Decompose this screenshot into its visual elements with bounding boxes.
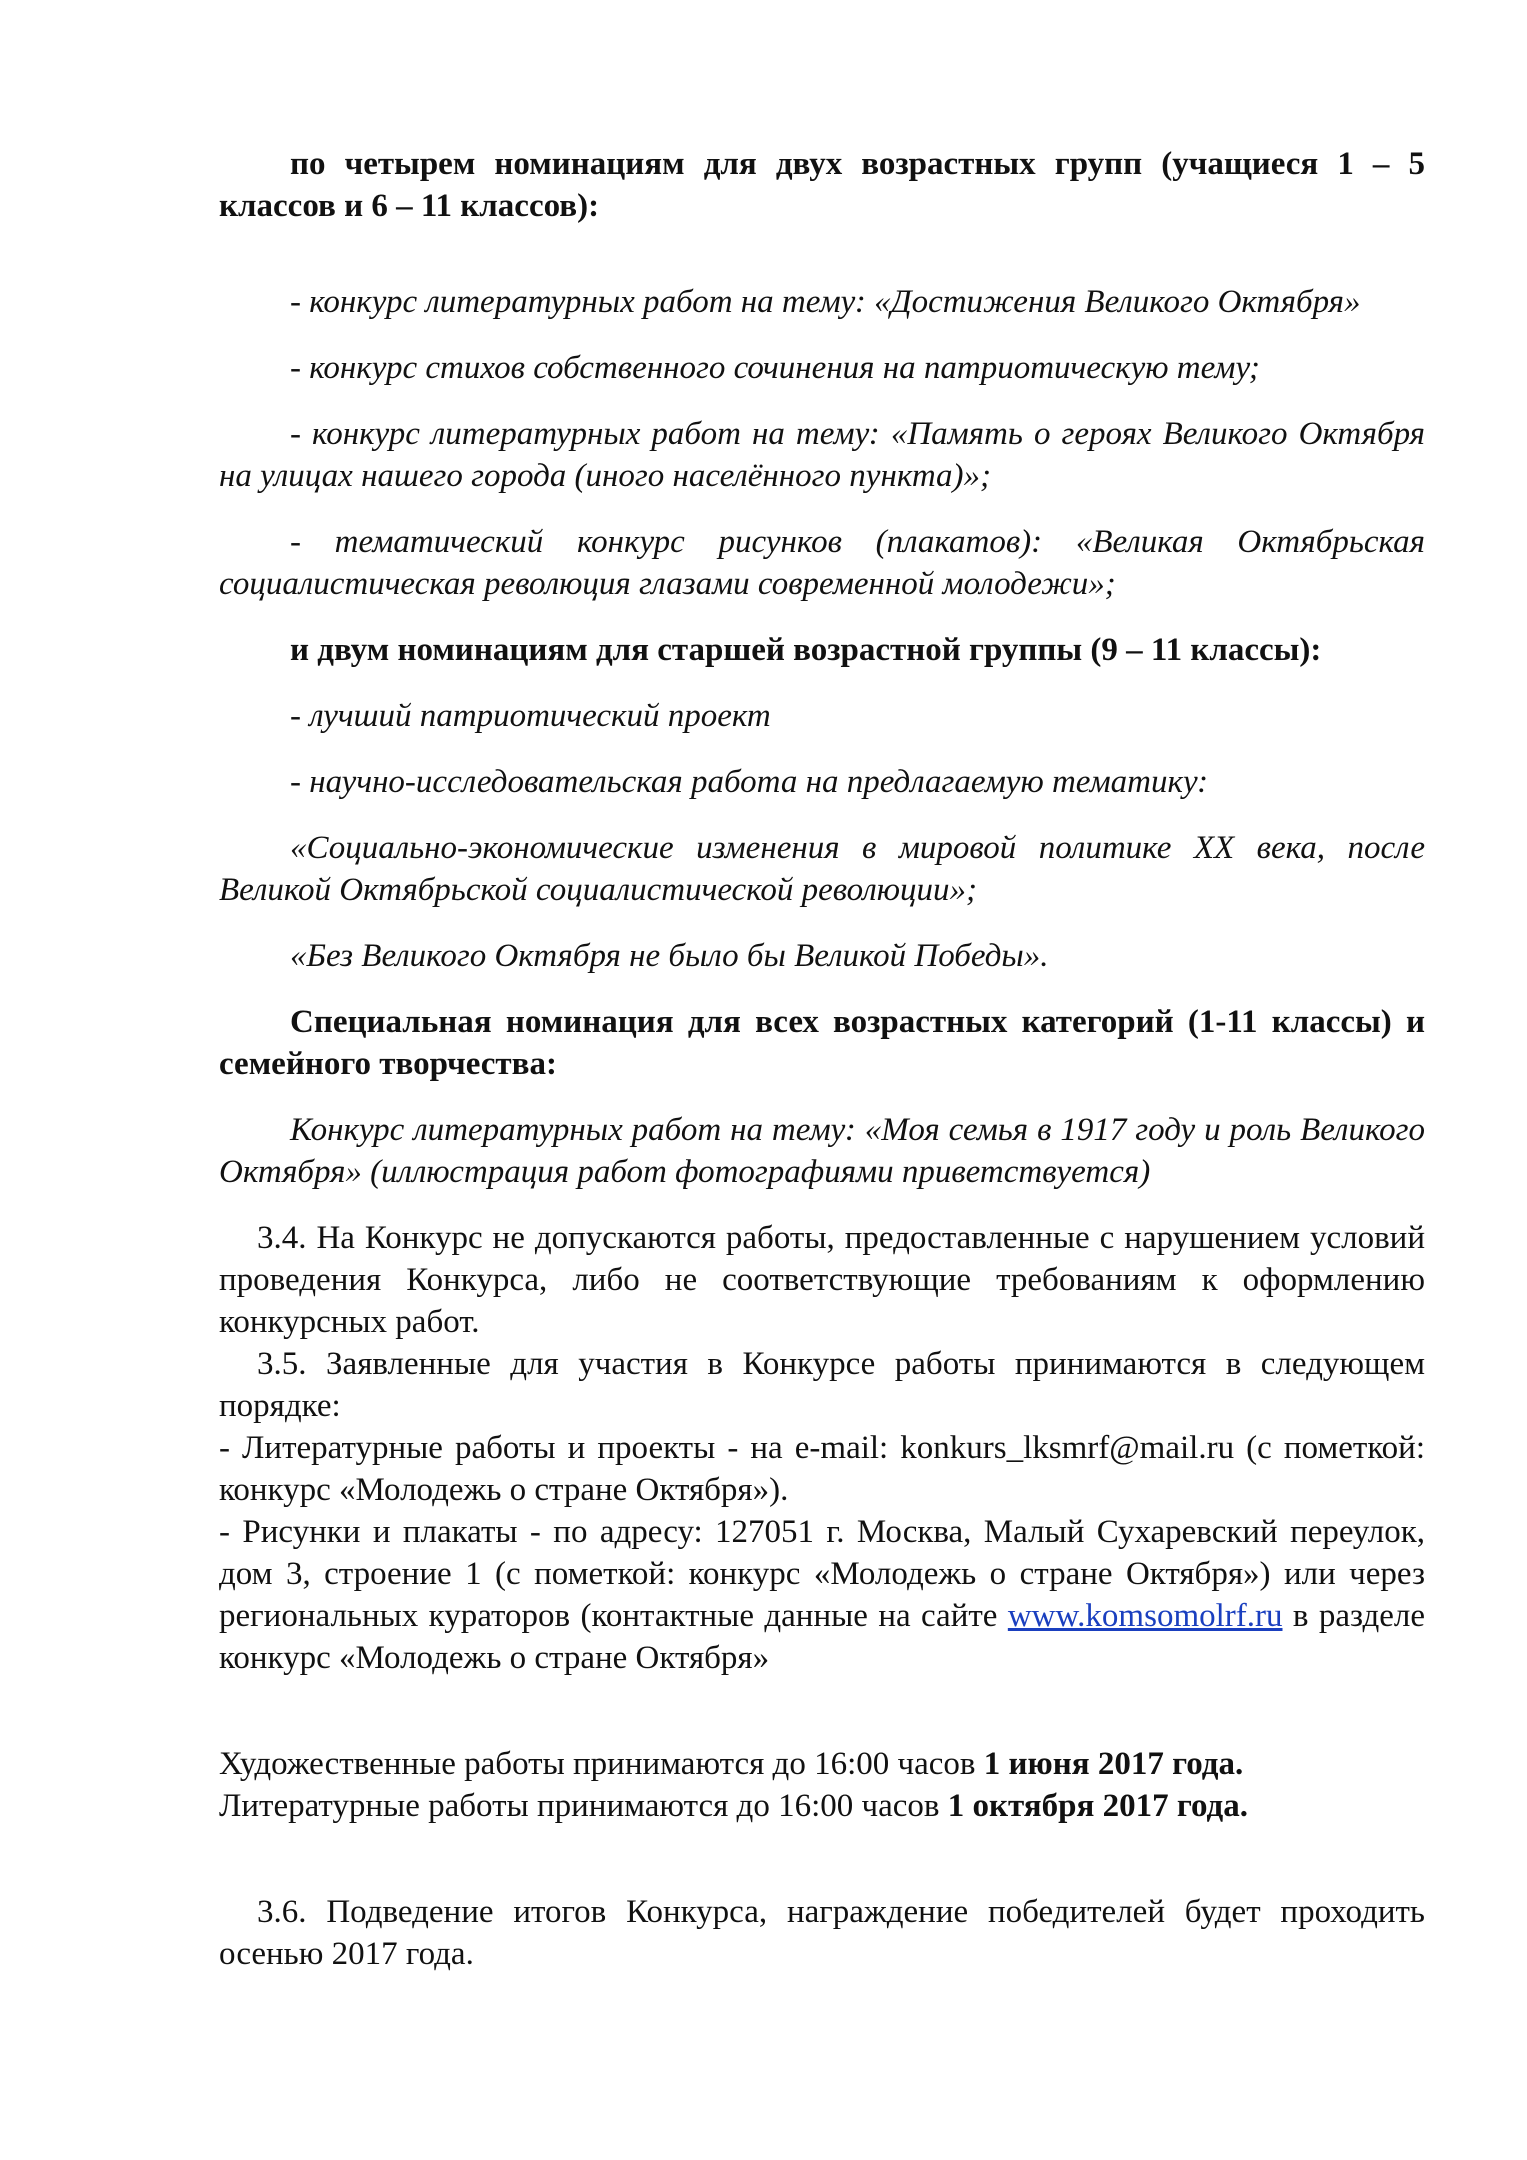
art-deadline-date: 1 июня 2017 года. <box>983 1746 1244 1782</box>
literary-deadline-text: Литературные работы принимаются до 16:00 часов <box>219 1788 940 1824</box>
senior-item: «Без Великого Октября не было бы Великой Победы». <box>290 938 1049 974</box>
drawings-submission <box>219 1511 1425 1679</box>
clause-3-5: 3.5. Заявленные для участия в Конкурсе работы принимаются в следующем порядке: <box>219 1346 1425 1424</box>
special-item: Конкурс литературных работ на тему: «Моя семья в 1917 году и роль Великого Октября» (иллюстрация работ фотографиями приветствуется) <box>219 1112 1425 1190</box>
literary-deadline-date: 1 октября 2017 года. <box>947 1788 1248 1824</box>
special-intro: Специальная номинация для всех возрастных категорий (1-11 классы) и семейного творчества: <box>219 1004 1425 1082</box>
nomination-item: - конкурс литературных работ на тему: «Память о героях Великого Октября на улицах нашего города (иного населённого пункта)»; <box>219 416 1425 494</box>
drawings-text-end: в разделе конкурс «Молодежь о стране Октября» <box>219 1598 1425 1676</box>
nominations-intro: по четырем номинациям для двух возрастных групп (учащиеся 1 – 5 классов и 6 – 11 классов): <box>219 146 1425 224</box>
nomination-item: - конкурс стихов собственного сочинения на патриотическую тему; <box>290 350 1260 386</box>
nomination-item: - конкурс литературных работ на тему: «Достижения Великого Октября» <box>290 284 1361 320</box>
literary-deadline <box>219 1785 1425 1827</box>
literary-submission: - Литературные работы и проекты - на e-mail: konkurs_lksmrf@mail.ru (с пометкой: конкурс «Молодежь о стране Октября»). <box>219 1430 1425 1508</box>
art-deadline-text: Художественные работы принимаются до 16:00 часов <box>219 1746 976 1782</box>
senior-item: - научно-исследовательская работа на предлагаемую тематику: <box>290 764 1209 800</box>
senior-item: - лучший патриотический проект <box>290 698 771 734</box>
senior-item: «Социально-экономические изменения в мировой политике XX века, после Великой Октябрьской социалистической революции»; <box>219 830 1425 908</box>
clause-3-6: 3.6. Подведение итогов Конкурса, награждение победителей будет проходить осенью 2017 года. <box>219 1894 1425 1972</box>
art-deadline <box>219 1743 1425 1785</box>
nomination-item: - тематический конкурс рисунков (плакатов): «Великая Октябрьская социалистическая революция глазами современной молодежи»; <box>219 524 1425 602</box>
senior-intro: и двум номинациям для старшей возрастной группы (9 – 11 классы): <box>290 632 1322 668</box>
website-link[interactable]: www.komsomolrf.ru <box>1007 1598 1283 1634</box>
clause-3-4: 3.4. На Конкурс не допускаются работы, предоставленные с нарушением условий проведения Конкурса, либо не соответствующие требованиям к оформлению конкурсных работ. <box>219 1220 1425 1340</box>
drawings-text: - Рисунки и плакаты - по адресу: 127051 г. Москва, Малый Сухаревский переулок, дом 3, строение 1 (с пометкой: конкурс «Молодежь о стране Октября») или через региональных кураторов (контактные данные на сайте <box>219 1514 1425 1634</box>
